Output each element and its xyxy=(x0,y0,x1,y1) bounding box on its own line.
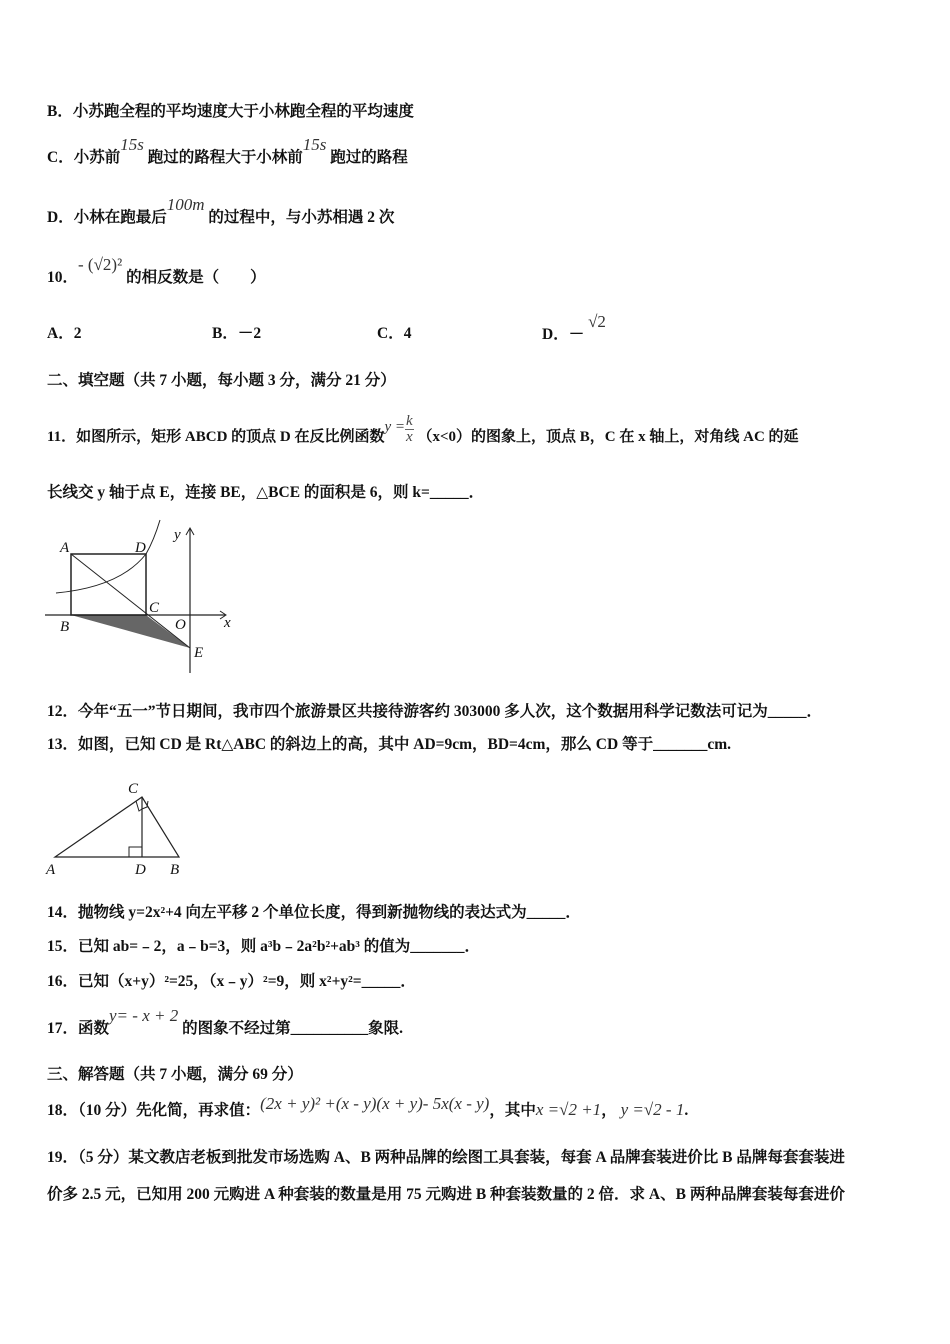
question-number: 10． xyxy=(47,269,79,286)
math-fraction-k-over-x xyxy=(405,414,414,445)
text: 的相反数是（ ） xyxy=(126,269,266,286)
figure-rectangle-hyperbola xyxy=(40,515,240,675)
label-b: B xyxy=(60,619,70,635)
text: 跑过的路程大于小林前 xyxy=(147,149,303,166)
triangle-abc xyxy=(55,797,179,857)
label-c: C xyxy=(128,781,139,797)
text: 11．如图所示，矩形 ABCD 的顶点 D 在反比例函数 xyxy=(47,428,385,445)
text: ， xyxy=(601,1102,617,1119)
math-y: y = xyxy=(384,418,406,435)
text: 跑过的路程 xyxy=(330,149,408,166)
label-d: D xyxy=(135,540,146,556)
text: 的过程中，与小苏相遇 2 次 xyxy=(208,209,395,226)
question-15: 15．已知 ab=﹣2，a﹣b=3，则 a³b﹣2a²b²+ab³ 的值为_______． xyxy=(47,938,481,955)
q9-option-c xyxy=(47,135,408,168)
math-100m: 100m xyxy=(166,195,205,214)
math-15s: 15s xyxy=(302,135,327,154)
q10-option-b: B．－2 xyxy=(212,325,262,342)
math-expression: - (√2)² xyxy=(78,255,123,274)
question-18 xyxy=(47,1094,689,1121)
q10-option-a: A．2 xyxy=(47,325,82,342)
right-angle-mark-icon xyxy=(129,847,142,857)
q9-option-d xyxy=(47,195,395,228)
math-sqrt2: √2 xyxy=(588,312,606,331)
text: ，其中 xyxy=(489,1102,536,1119)
text: C．小苏前 xyxy=(47,149,121,166)
math-y-value: y =√2 - 1 xyxy=(620,1100,685,1119)
text: 的图象不经过第__________象限. xyxy=(182,1020,403,1037)
denominator: x xyxy=(406,429,413,445)
label-o: O xyxy=(175,617,186,633)
question-17 xyxy=(47,1006,403,1039)
diagonal-ae xyxy=(71,554,190,648)
label-c: C xyxy=(149,600,160,616)
text: 17．函数 xyxy=(47,1020,110,1037)
question-11 xyxy=(47,413,799,453)
math-15s: 15s xyxy=(120,135,144,154)
question-14: 14．抛物线 y=2x²+4 向左平移 2 个单位长度，得到新抛物线的表达式为_____． xyxy=(47,904,581,921)
numerator: k xyxy=(406,413,413,429)
question-12: 12．今年“五一”节日期间，我市四个旅游景区共接待游客约 303000 多人次，这个数据用科学记数法可记为_____． xyxy=(47,703,823,720)
text: D．－ xyxy=(542,326,585,343)
label-a: A xyxy=(60,540,70,556)
q9-option-b: B．小苏跑全程的平均速度大于小林跑全程的平均速度 xyxy=(47,103,414,120)
figure-right-triangle xyxy=(40,775,190,880)
math-x-value: x =√2 +1 xyxy=(535,1100,602,1119)
shaded-triangle-bce xyxy=(71,615,190,648)
label-b: B xyxy=(170,862,180,878)
question-11-line2: 长线交 y 轴于点 E，连接 BE，△BCE 的面积是 6，则 k=_____． xyxy=(47,484,485,501)
text: D．小林在跑最后 xyxy=(47,209,167,226)
label-y: y xyxy=(174,527,181,543)
label-x: x xyxy=(224,615,231,631)
text: （x<0）的图象上，顶点 B，C 在 x 轴上，对角线 AC 的延 xyxy=(417,428,799,445)
label-e: E xyxy=(194,645,204,661)
label-a: A xyxy=(46,862,56,878)
question-19-line2: 价多 2.5 元，已知用 200 元购进 A 种套装的数量是用 75 元购进 B 种套装数量的 2 倍．求 A、B 两种品牌套装每套进价 xyxy=(47,1186,845,1203)
section-heading-fill-in: 二、填空题（共 7 小题，每小题 3 分，满分 21 分） xyxy=(47,372,396,389)
section-heading-solve: 三、解答题（共 7 小题，满分 69 分） xyxy=(47,1066,303,1083)
question-19-line1: 19．（5 分）某文教店老板到批发市场选购 A、B 两种品牌的绘图工具套装，每套 A 品牌套装进价比 B 品牌每套套装进 xyxy=(47,1149,845,1166)
question-16: 16．已知（x+y）²=25，（x﹣y）²=9，则 x²+y²=_____． xyxy=(47,973,416,990)
math-expression: (2x + y)² +(x - y)(x + y)- 5x(x - y) xyxy=(260,1094,490,1113)
math-linear-function: y= - x + 2 xyxy=(109,1006,179,1025)
q10-option-d xyxy=(542,312,606,345)
question-10 xyxy=(47,255,266,288)
text: 18．（10 分）先化简，再求值： xyxy=(47,1102,261,1119)
label-d: D xyxy=(135,862,146,878)
q10-option-c: C．4 xyxy=(377,325,412,342)
question-13: 13．如图，已知 CD 是 Rt△ABC 的斜边上的高，其中 AD=9cm，BD=4cm，那么 CD 等于_______cm. xyxy=(47,736,731,753)
text: . xyxy=(684,1102,689,1119)
angle-mark-icon xyxy=(136,801,142,811)
